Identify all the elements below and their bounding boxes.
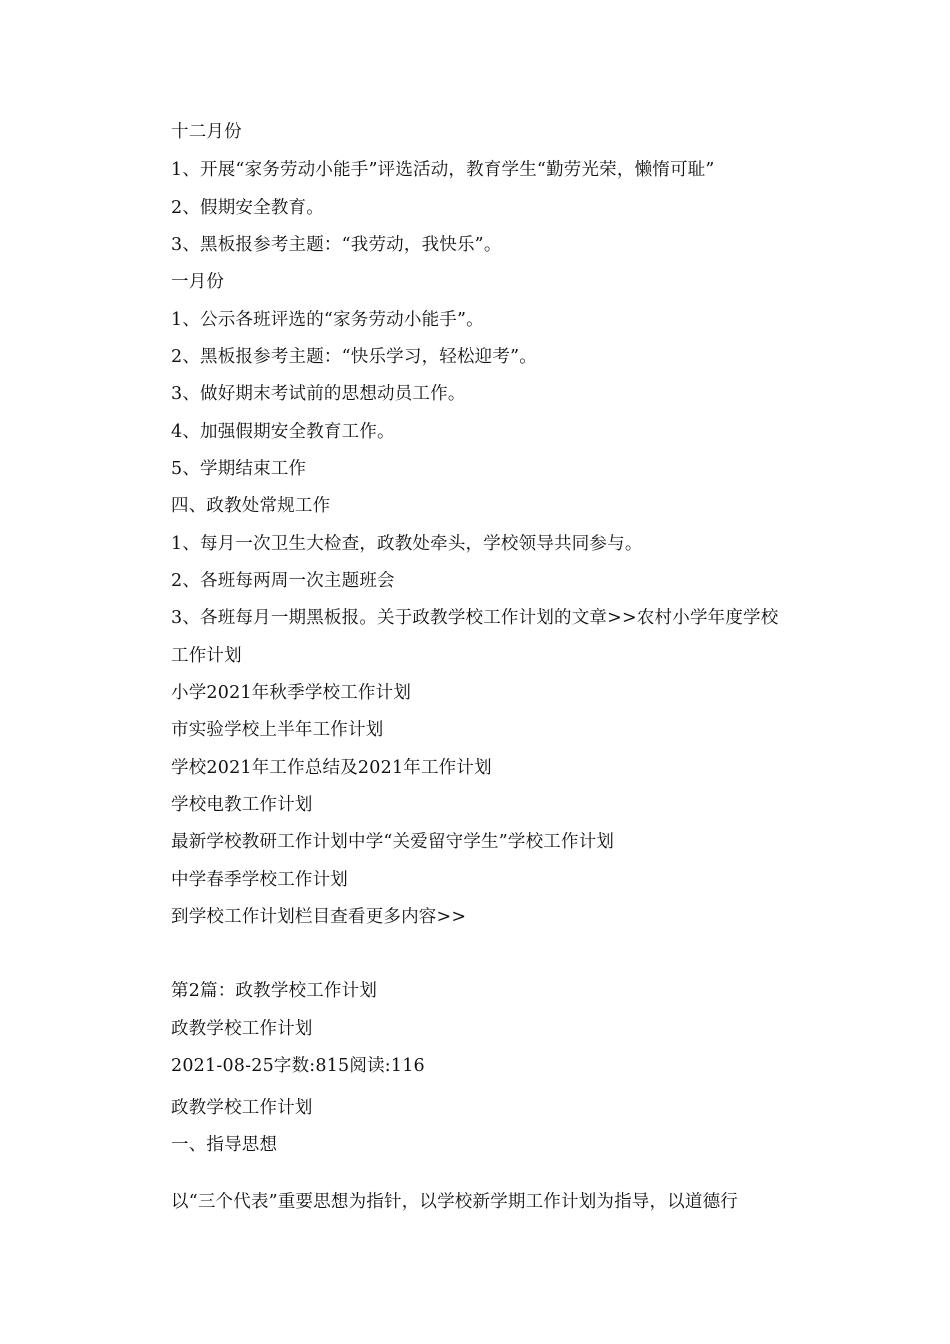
related-article-link: 小学2021年秋季学校工作计划 [171, 683, 412, 703]
more-content-link: 到学校工作计划栏目查看更多内容>> [171, 907, 467, 927]
related-article-link: 中学春季学校工作计划 [171, 870, 348, 890]
text-line: 工作计划 [171, 646, 242, 666]
related-article-link: 最新学校教研工作计划中学“关爱留守学生”学校工作计划 [171, 832, 615, 852]
related-article-link: 市实验学校上半年工作计划 [171, 720, 384, 740]
article-meta: 2021-08-25字数:815阅读:116 [171, 1056, 425, 1076]
text-line: 5、学期结束工作 [171, 459, 307, 479]
text-line: 1、公示各班评选的“家务劳动小能手”。 [171, 310, 484, 330]
section-heading-january: 一月份 [171, 272, 225, 292]
text-line: 4、加强假期安全教育工作。 [171, 422, 395, 442]
section-heading-routine-work: 四、政教处常规工作 [171, 496, 331, 516]
text-line: 1、每月一次卫生大检查，政教处牵头，学校领导共同参与。 [171, 534, 643, 554]
section-heading-december: 十二月份 [171, 122, 242, 142]
text-line: 1、开展“家务劳动小能手”评选活动，教育学生“勤劳光荣，懒惰可耻” [171, 160, 715, 180]
related-article-link: 学校2021年工作总结及2021年工作计划 [171, 758, 492, 778]
text-line: 2、各班每两周一次主题班会 [171, 571, 395, 591]
article-title: 政教学校工作计划 [171, 1019, 313, 1039]
section-heading-guiding-ideology: 一、指导思想 [171, 1135, 278, 1155]
text-line: 3、各班每月一期黑板报。关于政教学校工作计划的文章>>农村小学年度学校 [171, 608, 779, 628]
article-subtitle: 政教学校工作计划 [171, 1098, 313, 1118]
related-article-link: 学校电教工作计划 [171, 795, 313, 815]
text-line: 3、黑板报参考主题：“我劳动，我快乐”。 [171, 235, 502, 255]
text-line: 2、黑板报参考主题：“快乐学习，轻松迎考”。 [171, 347, 537, 367]
text-line: 2、假期安全教育。 [171, 198, 324, 218]
text-line: 3、做好期末考试前的思想动员工作。 [171, 384, 466, 404]
article-heading: 第2篇：政教学校工作计划 [171, 981, 378, 1001]
paragraph-text: 以“三个代表”重要思想为指针，以学校新学期工作计划为指导，以道德行 [171, 1192, 738, 1212]
